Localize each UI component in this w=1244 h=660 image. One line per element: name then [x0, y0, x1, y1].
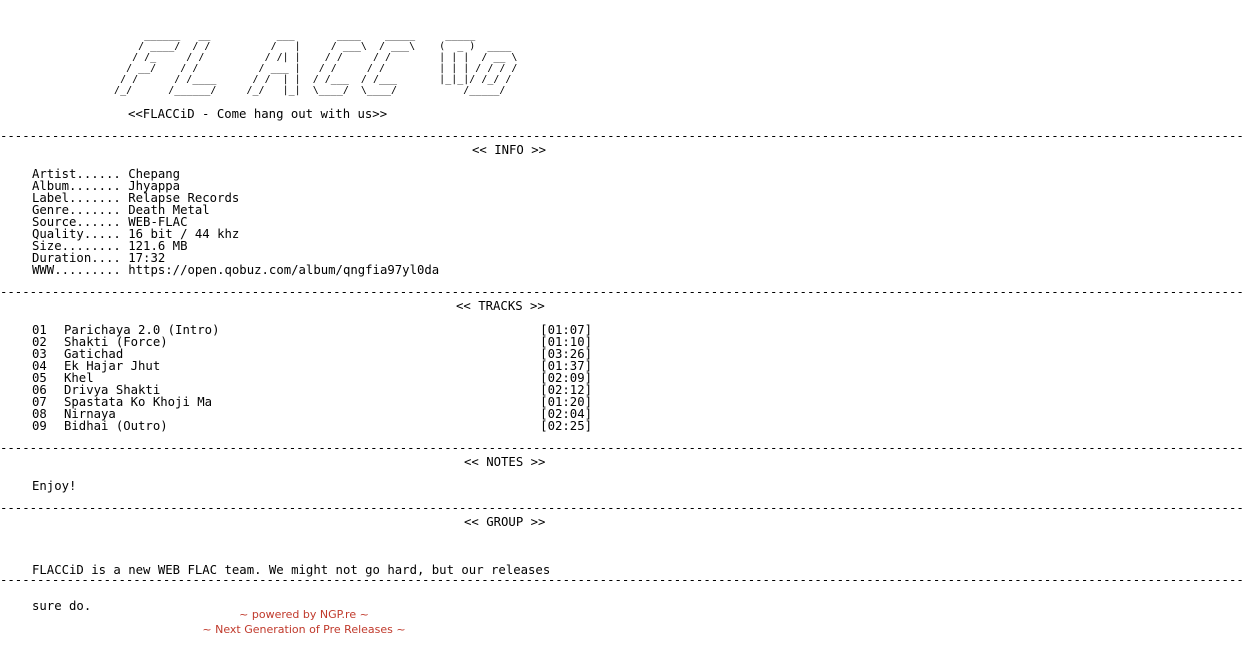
info-value: WEB-FLAC [128, 215, 188, 229]
info-label: Size........ [32, 239, 121, 253]
info-value: Chepang [128, 167, 181, 181]
section-header-tracks: << TRACKS >> [456, 299, 545, 313]
tagline: <<FLACCiD - Come hang out with us>> [128, 107, 388, 121]
tracklist [32, 324, 592, 432]
group-line: sure do. [32, 599, 92, 613]
info-label: Quality..... [32, 227, 121, 241]
group-line: FLACCiD is a new WEB FLAC team. We might not go hard, but our releases [32, 563, 551, 577]
info-label: Album....... [32, 179, 121, 193]
track-duration: [01:07] [540, 323, 592, 337]
info-value: Jhyappa [128, 179, 181, 193]
info-label: Artist...... [32, 167, 121, 181]
info-block [32, 168, 439, 276]
footer-tagline: ~ Next Generation of Pre Releases ~ [202, 623, 406, 636]
track-title: Ek Hajar Jhut [64, 359, 161, 373]
divider: ------------------------------------------------------------------------------------------------------------------------------------------------------------------------ [0, 441, 1244, 455]
track-row [32, 360, 592, 372]
track-duration: [02:09] [540, 371, 592, 385]
track-duration: [03:26] [540, 347, 592, 361]
track-title: Khel [64, 371, 94, 385]
track-number: 04 [32, 359, 47, 373]
track-title: Shakti (Force) [64, 335, 168, 349]
track-title: Spastata Ko Khoji Ma [64, 395, 213, 409]
section-header-info: << INFO >> [472, 143, 547, 157]
footer-powered-by: ~ powered by NGP.re ~ [239, 608, 369, 621]
track-number: 09 [32, 419, 47, 433]
info-label: WWW......... [32, 263, 121, 277]
divider: ------------------------------------------------------------------------------------------------------------------------------------------------------------------------ [0, 573, 1244, 587]
track-title: Nirnaya [64, 407, 116, 421]
track-number: 08 [32, 407, 47, 421]
track-number: 02 [32, 335, 47, 349]
info-value: 17:32 [128, 251, 166, 265]
track-number: 05 [32, 371, 47, 385]
notes-text: Enjoy! [32, 479, 77, 493]
info-label: Genre....... [32, 203, 121, 217]
flaccid-ascii-logo: ______ __ ___ ____ _____ _____ / ____/ / / / | / ___\ / ___\ ( _ ) ____ / /_ / / / /| | / / / / | | | / __ \ / __/ / / / ___ | / / / / | | | / / / / / / / /____ / / | | / /___ / /___ |_|_|/ /_/ / /_/ /______/ /_/ |_| \____/ \____/ /_____/ [114, 30, 518, 96]
info-value: 16 bit / 44 khz [128, 227, 240, 241]
track-title: Gatichad [64, 347, 124, 361]
track-title: Parichaya 2.0 (Intro) [64, 323, 220, 337]
info-label: Duration.... [32, 251, 121, 265]
info-row [32, 264, 439, 276]
info-value: 121.6 MB [128, 239, 188, 253]
track-number: 01 [32, 323, 47, 337]
track-duration: [01:20] [540, 395, 592, 409]
track-duration: [02:04] [540, 407, 592, 421]
info-label: Source...... [32, 215, 121, 229]
footer [0, 607, 608, 637]
track-duration: [02:25] [540, 419, 592, 433]
divider: ------------------------------------------------------------------------------------------------------------------------------------------------------------------------ [0, 501, 1244, 515]
info-value: https://open.qobuz.com/album/qngfia97yl0da [128, 263, 440, 277]
track-number: 06 [32, 383, 47, 397]
track-duration: [02:12] [540, 383, 592, 397]
info-value: Relapse Records [128, 191, 240, 205]
track-row [32, 420, 592, 432]
info-value: Death Metal [128, 203, 210, 217]
track-title: Bidhai (Outro) [64, 419, 168, 433]
track-number: 03 [32, 347, 47, 361]
divider: ------------------------------------------------------------------------------------------------------------------------------------------------------------------------ [0, 129, 1244, 143]
track-duration: [01:10] [540, 335, 592, 349]
divider: ------------------------------------------------------------------------------------------------------------------------------------------------------------------------ [0, 285, 1244, 299]
track-duration: [01:37] [540, 359, 592, 373]
track-row [32, 396, 592, 408]
section-header-notes: << NOTES >> [464, 455, 546, 469]
section-header-group: << GROUP >> [464, 515, 546, 529]
info-label: Label....... [32, 191, 121, 205]
track-title: Drivya Shakti [64, 383, 161, 397]
track-number: 07 [32, 395, 47, 409]
